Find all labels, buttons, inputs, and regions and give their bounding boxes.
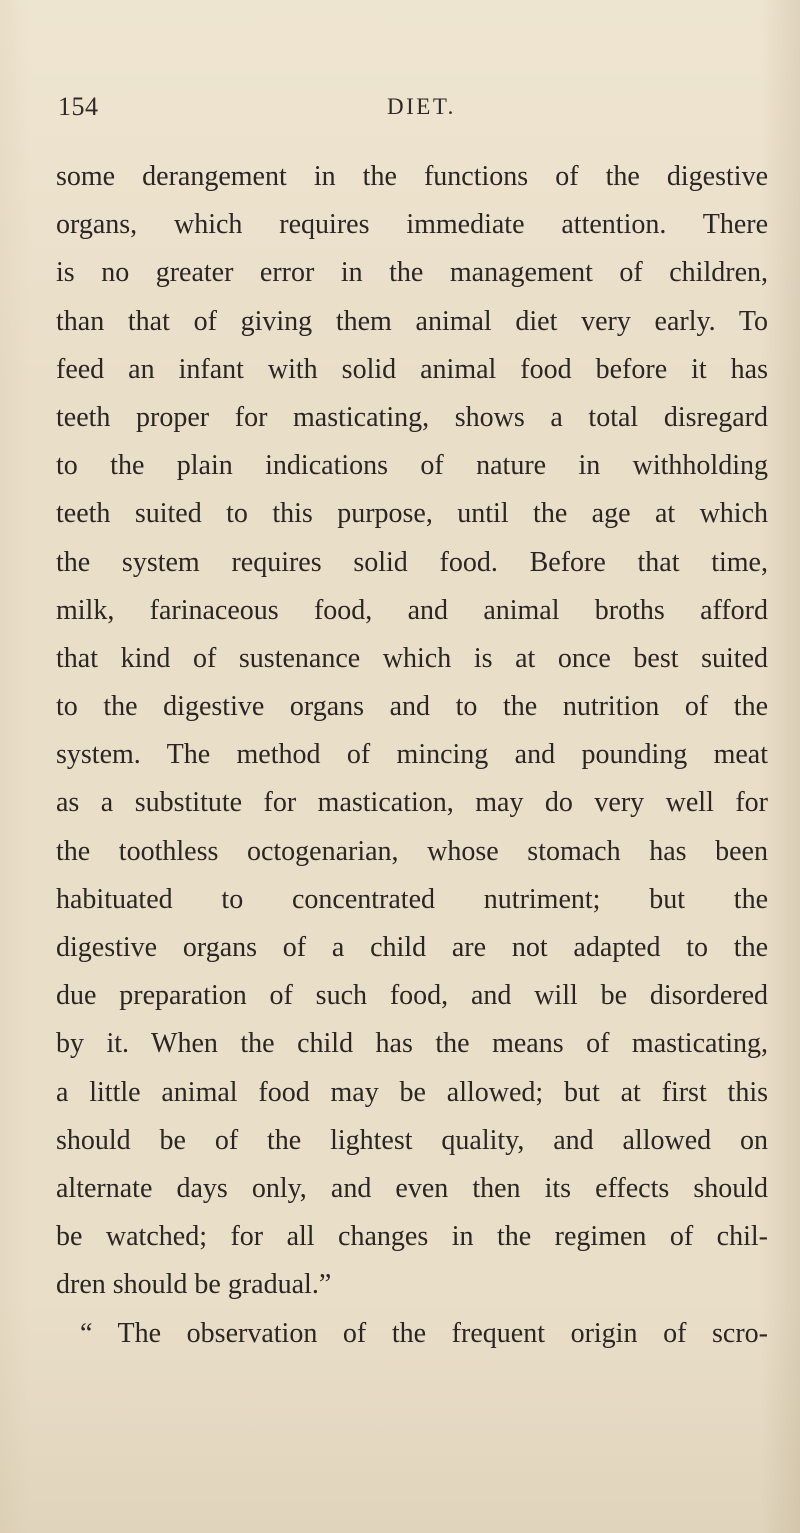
text-line: is no greater error in the management of children, xyxy=(56,257,768,289)
text-line: to the digestive organs and to the nutrition of the xyxy=(56,691,768,723)
text-line: as a substitute for mastication, may do very well for xyxy=(56,787,768,819)
page-number: 154 xyxy=(58,92,99,121)
text-line: system. The method of mincing and pounding meat xyxy=(56,739,768,771)
text-line: that kind of sustenance which is at once best suited xyxy=(56,642,768,674)
text-line: by it. When the child has the means of masticating, xyxy=(56,1028,768,1060)
text-line: a little animal food may be allowed; but at first this xyxy=(56,1076,768,1108)
text-line: should be of the lightest quality, and allowed on xyxy=(56,1124,768,1156)
text-line: some derangement in the functions of the digestive xyxy=(56,161,768,192)
text-line: habituated to concentrated nutriment; but the xyxy=(56,883,768,915)
text-line: teeth suited to this purpose, until the age at which xyxy=(56,498,768,530)
text-line: to the plain indications of nature in withholding xyxy=(56,450,768,482)
text-line: due preparation of such food, and will be disordered xyxy=(56,980,768,1012)
text-line: alternate days only, and even then its effects should xyxy=(56,1172,768,1204)
text-line: “ The observation of the frequent origin of scro- xyxy=(80,1317,768,1349)
text-line: dren should be gradual.” xyxy=(56,1269,332,1301)
text-line: be watched; for all changes in the regimen of chil- xyxy=(56,1221,768,1253)
body-text xyxy=(56,153,768,1358)
text-line: digestive organs of a child are not adapted to the xyxy=(56,932,768,963)
text-line: organs, which requires immediate attention. There xyxy=(56,209,768,241)
text-line: teeth proper for masticating, shows a total disregard xyxy=(56,401,768,433)
text-line: the toothless octogenarian, whose stomach has been xyxy=(56,835,768,867)
text-line: feed an infant with solid animal food before it has xyxy=(56,353,768,385)
running-title: DIET. xyxy=(387,94,456,119)
text-line: the system requires solid food. Before that time, xyxy=(56,546,768,578)
text-line: than that of giving them animal diet very early. To xyxy=(56,305,768,337)
text-line: milk, farinaceous food, and animal broths afford xyxy=(56,594,768,626)
running-head xyxy=(0,92,800,132)
